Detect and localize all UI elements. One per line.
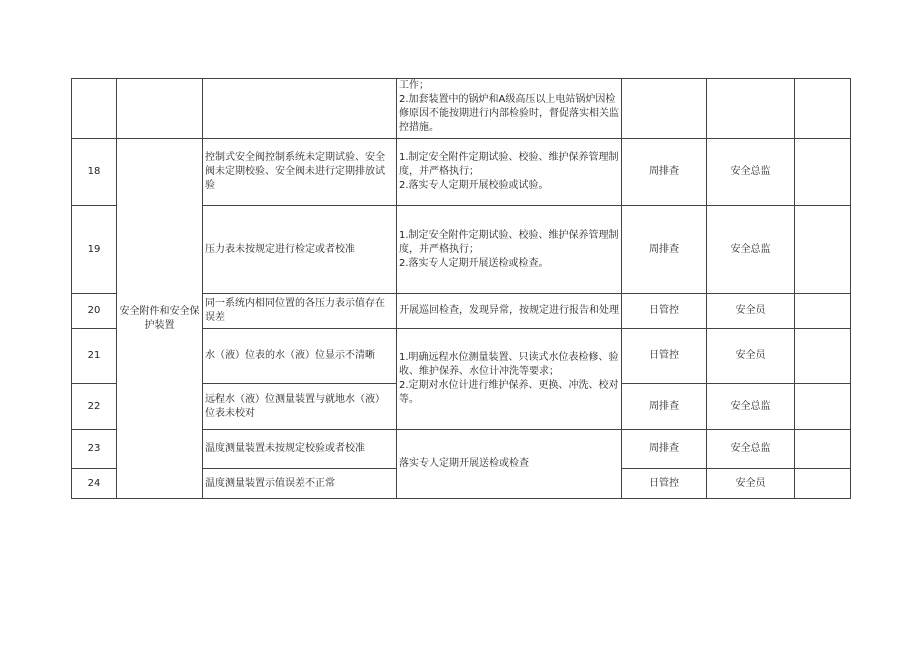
measure-cell: 落实专人定期开展送检或检查	[397, 430, 622, 499]
frequency-cell: 周排查	[622, 384, 707, 430]
hazard-cell	[203, 79, 397, 139]
hazard-cell: 温度测量装置示值误差不正常	[203, 469, 397, 499]
remark-cell	[795, 139, 851, 206]
number-cell: 24	[72, 469, 117, 499]
number-cell	[72, 79, 117, 139]
frequency-cell: 周排查	[622, 430, 707, 469]
category-cell: 安全附件和安全保护装置	[117, 139, 203, 499]
remark-cell	[795, 294, 851, 329]
number-cell: 20	[72, 294, 117, 329]
measure-cell: 1.制定安全附件定期试验、校验、维护保养管理制度，并严格执行； 2.落实专人定期开展送检或检查。	[397, 206, 622, 294]
hazard-control-table	[71, 78, 851, 499]
number-cell: 18	[72, 139, 117, 206]
measure-cell: 1.制定安全附件定期试验、校验、维护保养管理制度，并严格执行； 2.落实专人定期开展校验或试验。	[397, 139, 622, 206]
table-row	[72, 79, 851, 139]
responsible-cell: 安全总监	[707, 430, 795, 469]
frequency-cell: 周排查	[622, 139, 707, 206]
hazard-cell: 压力表未按规定进行检定或者校准	[203, 206, 397, 294]
remark-cell	[795, 430, 851, 469]
remark-cell	[795, 79, 851, 139]
frequency-cell: 日管控	[622, 469, 707, 499]
responsible-cell: 安全员	[707, 294, 795, 329]
table-row	[72, 139, 851, 206]
hazard-cell: 远程水（液）位测量装置与就地水（液）位表未校对	[203, 384, 397, 430]
responsible-cell: 安全总监	[707, 139, 795, 206]
hazard-cell: 水（液）位表的水（液）位显示不清晰	[203, 329, 397, 384]
measure-cell: 工作； 2.加套装置中的锅炉和A级高压以上电站锅炉因检修原因不能按期进行内部检验时，督促落实相关监控措施。	[397, 79, 622, 139]
hazard-cell: 同一系统内相同位置的各压力表示值存在误差	[203, 294, 397, 329]
responsible-cell: 安全总监	[707, 206, 795, 294]
responsible-cell: 安全员	[707, 329, 795, 384]
category-cell	[117, 79, 203, 139]
remark-cell	[795, 329, 851, 384]
remark-cell	[795, 384, 851, 430]
number-cell: 22	[72, 384, 117, 430]
number-cell: 21	[72, 329, 117, 384]
frequency-cell: 日管控	[622, 329, 707, 384]
frequency-cell	[622, 79, 707, 139]
frequency-cell: 日管控	[622, 294, 707, 329]
hazard-cell: 控制式安全阀控制系统未定期试验、安全阀未定期校验、安全阀未进行定期排放试验	[203, 139, 397, 206]
responsible-cell: 安全总监	[707, 384, 795, 430]
number-cell: 23	[72, 430, 117, 469]
remark-cell	[795, 469, 851, 499]
frequency-cell: 周排查	[622, 206, 707, 294]
responsible-cell	[707, 79, 795, 139]
remark-cell	[795, 206, 851, 294]
measure-cell: 开展巡回检查，发现异常，按规定进行报告和处理	[397, 294, 622, 329]
measure-cell: 1.明确远程水位测量装置、只读式水位表检修、验收、维护保养、水位计冲洗等要求； 2.定期对水位计进行维护保养、更换、冲洗、校对等。	[397, 329, 622, 430]
responsible-cell: 安全员	[707, 469, 795, 499]
hazard-cell: 温度测量装置未按规定校验或者校准	[203, 430, 397, 469]
number-cell: 19	[72, 206, 117, 294]
